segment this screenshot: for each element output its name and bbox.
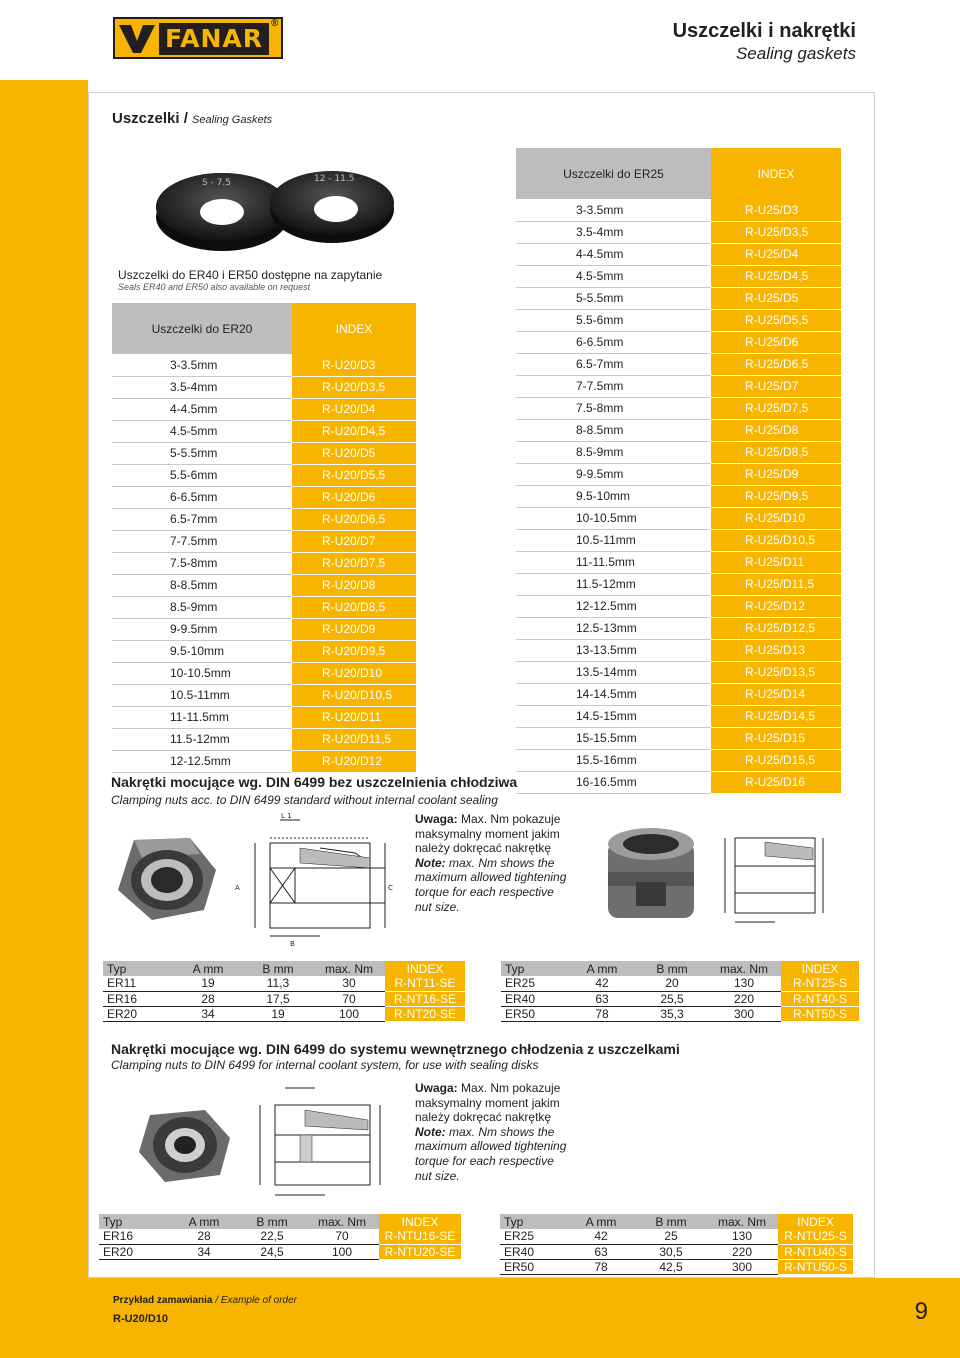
nuts1-note-en-label: Note: xyxy=(415,855,446,870)
page-number: 9 xyxy=(914,1298,928,1325)
er25-header-size: Uszczelki do ER25 xyxy=(516,148,711,199)
er25-index-cell: R-U25/D11,5 xyxy=(711,573,841,595)
drawing-label-b: B xyxy=(290,940,295,948)
er20-size-cell: 10-10.5mm xyxy=(112,662,292,684)
nuts1-left-cell: 100 xyxy=(313,1006,385,1021)
availability-note-en: Seals ER40 and ER50 also available on request xyxy=(118,282,311,292)
er25-index-cell: R-U25/D15,5 xyxy=(711,749,841,771)
er25-size-cell: 3.5-4mm xyxy=(516,221,711,243)
er25-row xyxy=(516,287,841,309)
er25-row xyxy=(516,749,841,771)
nuts1-note-pl-label: Uwaga: xyxy=(415,812,458,826)
er25-index-cell: R-U25/D13,5 xyxy=(711,661,841,683)
nuts1-left-cell: 70 xyxy=(313,991,385,1006)
nuts2-right-header-cell: A mm xyxy=(566,1214,636,1229)
section-title-en: Sealing Gaskets xyxy=(192,114,273,126)
er20-index-cell: R-U20/D7,5 xyxy=(292,552,416,574)
er25-index-cell: R-U25/D8,5 xyxy=(711,441,841,463)
er25-size-cell: 14.5-15mm xyxy=(516,705,711,727)
drawing-label-l1: L 1 xyxy=(281,812,292,820)
nut1-technical-drawing xyxy=(225,808,400,948)
nuts2-right-cell: 300 xyxy=(706,1259,778,1274)
nuts1-left-header-cell: Typ xyxy=(103,961,173,976)
nuts2-right-cell: 25 xyxy=(636,1229,706,1244)
nuts1-left-cell: 19 xyxy=(243,1006,313,1021)
er20-row xyxy=(112,596,416,618)
er20-size-cell: 8-8.5mm xyxy=(112,574,292,596)
nuts2-right-cell: ER50 xyxy=(500,1259,566,1274)
nuts1-left-header-cell: A mm xyxy=(173,961,243,976)
er25-size-cell: 15-15.5mm xyxy=(516,727,711,749)
er25-index-cell: R-U25/D4 xyxy=(711,243,841,265)
nuts2-title: Nakrętki mocujące wg. DIN 6499 do systemu wewnętrznego chłodzenia z uszczelkami xyxy=(111,1041,680,1057)
er25-index-cell: R-U25/D8 xyxy=(711,419,841,441)
nuts2-right-cell: R-NTU50-S xyxy=(778,1259,853,1274)
er20-index-cell: R-U20/D3 xyxy=(292,354,416,376)
er20-index-cell: R-U20/D8 xyxy=(292,574,416,596)
nuts1-note-pl-1: Max. Nm pokazuje xyxy=(457,812,561,826)
logo-wordmark: FANAR xyxy=(159,23,269,55)
er25-index-cell: R-U25/D6,5 xyxy=(711,353,841,375)
nuts2-right-cell: R-NTU40-S xyxy=(778,1244,853,1259)
nuts1-right-cell: ER25 xyxy=(501,976,567,991)
nuts1-right-header-cell: Typ xyxy=(501,961,567,976)
logo-v-icon xyxy=(117,23,157,55)
nuts2-note-pl-3: należy dokręcać nakrętkę xyxy=(415,1110,552,1125)
drawing-label-a: A xyxy=(235,884,240,892)
er25-row xyxy=(516,243,841,265)
er20-index-cell: R-U20/D6,5 xyxy=(292,508,416,530)
er25-index-cell: R-U25/D5 xyxy=(711,287,841,309)
er25-row xyxy=(516,661,841,683)
nuts1-left-header-row xyxy=(103,961,465,976)
er25-size-cell: 12-12.5mm xyxy=(516,595,711,617)
availability-note-pl: Uszczelki do ER40 i ER50 dostępne na zapytanie xyxy=(118,268,383,282)
er20-size-cell: 3-3.5mm xyxy=(112,354,292,376)
nuts2-left-header-cell: INDEX xyxy=(379,1214,461,1229)
order-example-code: R-U20/D10 xyxy=(113,1313,169,1325)
er20-row xyxy=(112,706,416,728)
er20-row xyxy=(112,508,416,530)
nuts2-right-cell: ER40 xyxy=(500,1244,566,1259)
nuts1-right-header-cell: max. Nm xyxy=(707,961,781,976)
nuts2-left-header-cell: Typ xyxy=(99,1214,169,1229)
nuts1-left-header-cell: INDEX xyxy=(385,961,465,976)
er20-size-cell: 3.5-4mm xyxy=(112,376,292,398)
nuts1-right-cell: 63 xyxy=(567,991,637,1006)
er20-row xyxy=(112,618,416,640)
nuts1-right-cell: 78 xyxy=(567,1006,637,1021)
er20-row xyxy=(112,662,416,684)
er25-index-cell: R-U25/D11 xyxy=(711,551,841,573)
er25-index-cell: R-U25/D15 xyxy=(711,727,841,749)
er20-size-cell: 12-12.5mm xyxy=(112,750,292,772)
er25-index-cell: R-U25/D12,5 xyxy=(711,617,841,639)
er25-row xyxy=(516,507,841,529)
nuts1-right-cell: R-NT25-S xyxy=(781,976,859,991)
nuts1-left-row xyxy=(103,976,465,991)
order-example-title-en: / Example of order xyxy=(215,1295,297,1306)
svg-text:12 - 11.5: 12 - 11.5 xyxy=(314,174,355,184)
left-accent-bar xyxy=(0,80,88,1358)
er20-row xyxy=(112,420,416,442)
er20-index-cell: R-U20/D4,5 xyxy=(292,420,416,442)
er20-index-cell: R-U20/D7 xyxy=(292,530,416,552)
er25-size-cell: 11-11.5mm xyxy=(516,551,711,573)
er25-row xyxy=(516,551,841,573)
er25-index-cell: R-U25/D7 xyxy=(711,375,841,397)
er20-size-cell: 6.5-7mm xyxy=(112,508,292,530)
er25-row xyxy=(516,485,841,507)
nuts2-right-cell: 30,5 xyxy=(636,1244,706,1259)
er20-header-index: INDEX xyxy=(292,303,416,354)
er25-row xyxy=(516,595,841,617)
nuts2-left-cell: 70 xyxy=(305,1229,379,1244)
nuts1-right-row xyxy=(501,991,859,1006)
section-title-pl: Uszczelki / xyxy=(112,110,188,127)
er25-size-cell: 7-7.5mm xyxy=(516,375,711,397)
er20-row xyxy=(112,640,416,662)
er25-index-cell: R-U25/D3 xyxy=(711,199,841,221)
er25-row xyxy=(516,397,841,419)
er20-size-cell: 9.5-10mm xyxy=(112,640,292,662)
nuts1-note-en-2: maximum allowed tightening xyxy=(415,870,567,885)
nuts1-right-row xyxy=(501,1006,859,1021)
er20-row xyxy=(112,750,416,772)
nuts1-left-row xyxy=(103,991,465,1006)
er25-size-cell: 13.5-14mm xyxy=(516,661,711,683)
er25-row xyxy=(516,639,841,661)
nuts2-right-header-cell: B mm xyxy=(636,1214,706,1229)
er25-gasket-table xyxy=(516,148,841,794)
er20-row xyxy=(112,574,416,596)
er25-row xyxy=(516,529,841,551)
er20-size-cell: 11-11.5mm xyxy=(112,706,292,728)
nuts2-note-en-label: Note: xyxy=(415,1124,446,1139)
er25-size-cell: 15.5-16mm xyxy=(516,749,711,771)
nuts2-left-cell: R-NTU20-SE xyxy=(379,1244,461,1259)
nuts1-right-header-cell: B mm xyxy=(637,961,707,976)
er20-index-cell: R-U20/D5 xyxy=(292,442,416,464)
nuts1-right-cell: 42 xyxy=(567,976,637,991)
er25-size-cell: 12.5-13mm xyxy=(516,617,711,639)
nuts2-right-row xyxy=(500,1229,853,1244)
nuts2-note-en-3: torque for each respective xyxy=(415,1153,554,1168)
er25-size-cell: 6.5-7mm xyxy=(516,353,711,375)
er20-index-cell: R-U20/D9 xyxy=(292,618,416,640)
er20-index-cell: R-U20/D4 xyxy=(292,398,416,420)
nuts1-right-header-row xyxy=(501,961,859,976)
clamping-nut-photo xyxy=(112,830,222,925)
page-title: Uszczelki i nakrętki xyxy=(672,20,856,42)
er20-row xyxy=(112,442,416,464)
nuts2-note-pl-1: Max. Nm pokazuje xyxy=(457,1081,561,1095)
er25-row xyxy=(516,727,841,749)
er25-index-cell: R-U25/D4,5 xyxy=(711,265,841,287)
er20-row xyxy=(112,376,416,398)
er20-size-cell: 8.5-9mm xyxy=(112,596,292,618)
er20-size-cell: 7.5-8mm xyxy=(112,552,292,574)
er25-size-cell: 13-13.5mm xyxy=(516,639,711,661)
er20-row xyxy=(112,684,416,706)
logo-registered-mark: ® xyxy=(271,18,279,29)
er20-size-cell: 5.5-6mm xyxy=(112,464,292,486)
er20-index-cell: R-U20/D12 xyxy=(292,750,416,772)
er20-row xyxy=(112,354,416,376)
nuts1-right-cell: ER50 xyxy=(501,1006,567,1021)
er20-size-cell: 7-7.5mm xyxy=(112,530,292,552)
nuts1-right-cell: R-NT40-S xyxy=(781,991,859,1006)
nuts1-left-cell: 19 xyxy=(173,976,243,991)
sealing-gaskets-image xyxy=(152,165,397,267)
clamping-nut-seal-photo xyxy=(135,1100,235,1190)
nuts2-left-row xyxy=(99,1244,461,1259)
nuts2-right-header-cell: Typ xyxy=(500,1214,566,1229)
nuts2-left-cell: ER16 xyxy=(99,1229,169,1244)
section-title xyxy=(112,110,272,127)
er25-row xyxy=(516,199,841,221)
nuts1-left-row xyxy=(103,1006,465,1021)
er25-row xyxy=(516,419,841,441)
nuts1-left-cell: 11,3 xyxy=(243,976,313,991)
nuts1-left-header-cell: B mm xyxy=(243,961,313,976)
nuts1-left-header-cell: max. Nm xyxy=(313,961,385,976)
er25-row xyxy=(516,441,841,463)
er20-row xyxy=(112,552,416,574)
nuts2-left-header-cell: A mm xyxy=(169,1214,239,1229)
er25-size-cell: 8-8.5mm xyxy=(516,419,711,441)
er20-size-cell: 5-5.5mm xyxy=(112,442,292,464)
er25-row xyxy=(516,705,841,727)
nut1-technical-drawing-er25 xyxy=(705,818,835,930)
er25-header-index: INDEX xyxy=(711,148,841,199)
nuts1-right-cell: 25,5 xyxy=(637,991,707,1006)
er25-index-cell: R-U25/D10,5 xyxy=(711,529,841,551)
er25-index-cell: R-U25/D10 xyxy=(711,507,841,529)
nuts1-right-cell: 130 xyxy=(707,976,781,991)
er25-index-cell: R-U25/D5,5 xyxy=(711,309,841,331)
er20-size-cell: 10.5-11mm xyxy=(112,684,292,706)
er25-index-cell: R-U25/D9 xyxy=(711,463,841,485)
er25-size-cell: 5.5-6mm xyxy=(516,309,711,331)
er20-row xyxy=(112,530,416,552)
nuts2-right-header-cell: max. Nm xyxy=(706,1214,778,1229)
er25-index-cell: R-U25/D3,5 xyxy=(711,221,841,243)
nuts2-table-right xyxy=(500,1214,853,1275)
er25-row xyxy=(516,309,841,331)
er25-row xyxy=(516,617,841,639)
nuts2-note-pl-label: Uwaga: xyxy=(415,1081,458,1095)
nuts2-note xyxy=(415,1081,566,1183)
er25-row xyxy=(516,221,841,243)
nuts2-right-cell: ER25 xyxy=(500,1229,566,1244)
er25-row xyxy=(516,771,841,793)
er25-index-cell: R-U25/D14,5 xyxy=(711,705,841,727)
nuts2-right-cell: 220 xyxy=(706,1244,778,1259)
nuts1-right-header-cell: A mm xyxy=(567,961,637,976)
er20-row xyxy=(112,464,416,486)
nuts2-right-row xyxy=(500,1244,853,1259)
order-example-title xyxy=(113,1295,297,1306)
nuts1-right-cell: 300 xyxy=(707,1006,781,1021)
nuts2-right-header-cell: INDEX xyxy=(778,1214,853,1229)
nuts1-note-en-1: max. Nm shows the xyxy=(445,855,555,870)
er20-gasket-table xyxy=(112,303,416,773)
nuts1-left-cell: ER11 xyxy=(103,976,173,991)
er20-index-cell: R-U20/D10 xyxy=(292,662,416,684)
nuts1-left-cell: 34 xyxy=(173,1006,243,1021)
nuts1-subtitle: Clamping nuts acc. to DIN 6499 standard without internal coolant sealing xyxy=(111,793,498,807)
er25-index-cell: R-U25/D7,5 xyxy=(711,397,841,419)
er25-size-cell: 6-6.5mm xyxy=(516,331,711,353)
nuts1-left-cell: 17,5 xyxy=(243,991,313,1006)
er25-row xyxy=(516,375,841,397)
er20-row xyxy=(112,728,416,750)
nuts1-note-en-4: nut size. xyxy=(415,899,460,914)
er25-size-cell: 4-4.5mm xyxy=(516,243,711,265)
er25-row xyxy=(516,265,841,287)
nuts2-left-cell: ER20 xyxy=(99,1244,169,1259)
nuts2-right-cell: 130 xyxy=(706,1229,778,1244)
nuts2-left-cell: 22,5 xyxy=(239,1229,305,1244)
nuts2-right-header-row xyxy=(500,1214,853,1229)
nuts1-note-pl-3: należy dokręcać nakrętkę xyxy=(415,841,552,856)
nuts1-right-cell: ER40 xyxy=(501,991,567,1006)
er25-index-cell: R-U25/D9,5 xyxy=(711,485,841,507)
nuts2-right-cell: 63 xyxy=(566,1244,636,1259)
er25-size-cell: 10.5-11mm xyxy=(516,529,711,551)
er20-size-cell: 4-4.5mm xyxy=(112,398,292,420)
er25-index-cell: R-U25/D14 xyxy=(711,683,841,705)
nuts1-right-cell: 20 xyxy=(637,976,707,991)
er20-index-cell: R-U20/D6 xyxy=(292,486,416,508)
nuts1-right-header-cell: INDEX xyxy=(781,961,859,976)
er25-size-cell: 8.5-9mm xyxy=(516,441,711,463)
nuts1-right-row xyxy=(501,976,859,991)
nuts2-right-cell: R-NTU25-S xyxy=(778,1229,853,1244)
er25-row xyxy=(516,573,841,595)
drawing-label-c: C xyxy=(388,884,393,892)
er25-row xyxy=(516,331,841,353)
er25-index-cell: R-U25/D13 xyxy=(711,639,841,661)
er25-index-cell: R-U25/D16 xyxy=(711,771,841,793)
nuts2-subtitle: Clamping nuts to DIN 6499 for internal coolant system, for use with sealing disks xyxy=(111,1058,539,1072)
nuts1-right-cell: 35,3 xyxy=(637,1006,707,1021)
er20-size-cell: 6-6.5mm xyxy=(112,486,292,508)
nuts2-right-cell: 78 xyxy=(566,1259,636,1274)
nuts2-note-pl-2: maksymalny moment jakim xyxy=(415,1095,560,1110)
nuts2-left-cell: 100 xyxy=(305,1244,379,1259)
nut2-technical-drawing xyxy=(240,1080,400,1205)
nuts2-note-en-4: nut size. xyxy=(415,1168,460,1183)
nuts2-left-header-cell: B mm xyxy=(239,1214,305,1229)
nuts2-left-header-row xyxy=(99,1214,461,1229)
er20-index-cell: R-U20/D5,5 xyxy=(292,464,416,486)
nuts1-note-en-3: torque for each respective xyxy=(415,884,554,899)
nuts2-left-cell: R-NTU16-SE xyxy=(379,1229,461,1244)
nuts2-left-cell: 28 xyxy=(169,1229,239,1244)
fanar-logo xyxy=(113,17,283,59)
er20-size-cell: 9-9.5mm xyxy=(112,618,292,640)
er25-index-cell: R-U25/D6 xyxy=(711,331,841,353)
nuts2-right-cell: 42,5 xyxy=(636,1259,706,1274)
svg-text:S - 7.5: S - 7.5 xyxy=(202,178,231,188)
er25-row xyxy=(516,463,841,485)
nuts2-note-en-2: maximum allowed tightening xyxy=(415,1139,567,1154)
page-subtitle: Sealing gaskets xyxy=(735,44,856,63)
nuts1-title: Nakrętki mocujące wg. DIN 6499 bez uszczelnienia chłodziwa xyxy=(111,774,518,790)
nuts2-table-left xyxy=(99,1214,461,1260)
er25-size-cell: 3-3.5mm xyxy=(516,199,711,221)
clamping-nut-photo-er25 xyxy=(596,822,706,930)
er20-header-size: Uszczelki do ER20 xyxy=(112,303,292,354)
nuts1-right-cell: 220 xyxy=(707,991,781,1006)
nuts1-left-cell: R-NT16-SE xyxy=(385,991,465,1006)
er20-index-cell: R-U20/D11,5 xyxy=(292,728,416,750)
er20-size-cell: 4.5-5mm xyxy=(112,420,292,442)
er25-size-cell: 4.5-5mm xyxy=(516,265,711,287)
nuts1-table-left xyxy=(103,961,465,1022)
er25-size-cell: 10-10.5mm xyxy=(516,507,711,529)
er20-index-cell: R-U20/D3,5 xyxy=(292,376,416,398)
er25-size-cell: 5-5.5mm xyxy=(516,287,711,309)
nuts1-note xyxy=(415,812,566,914)
er20-index-cell: R-U20/D9,5 xyxy=(292,640,416,662)
er20-index-cell: R-U20/D11 xyxy=(292,706,416,728)
nuts2-note-en-1: max. Nm shows the xyxy=(445,1124,555,1139)
nuts2-right-row xyxy=(500,1259,853,1274)
nuts1-left-cell: R-NT11-SE xyxy=(385,976,465,991)
er20-index-cell: R-U20/D8,5 xyxy=(292,596,416,618)
nuts1-left-cell: ER16 xyxy=(103,991,173,1006)
er20-row xyxy=(112,398,416,420)
nuts2-left-header-cell: max. Nm xyxy=(305,1214,379,1229)
er25-index-cell: R-U25/D12 xyxy=(711,595,841,617)
nuts1-table-right xyxy=(501,961,859,1022)
er25-size-cell: 11.5-12mm xyxy=(516,573,711,595)
er25-row xyxy=(516,353,841,375)
nuts2-right-cell: 42 xyxy=(566,1229,636,1244)
nuts2-left-row xyxy=(99,1229,461,1244)
er25-size-cell: 16-16.5mm xyxy=(516,771,711,793)
nuts2-left-cell: 34 xyxy=(169,1244,239,1259)
nuts1-left-cell: 28 xyxy=(173,991,243,1006)
er20-index-cell: R-U20/D10,5 xyxy=(292,684,416,706)
er25-size-cell: 7.5-8mm xyxy=(516,397,711,419)
er25-size-cell: 9-9.5mm xyxy=(516,463,711,485)
er25-size-cell: 14-14.5mm xyxy=(516,683,711,705)
er20-row xyxy=(112,486,416,508)
nuts1-left-cell: R-NT20-SE xyxy=(385,1006,465,1021)
nuts1-left-cell: 30 xyxy=(313,976,385,991)
er25-size-cell: 9.5-10mm xyxy=(516,485,711,507)
nuts1-note-pl-2: maksymalny moment jakim xyxy=(415,826,560,841)
er20-size-cell: 11.5-12mm xyxy=(112,728,292,750)
nuts1-left-cell: ER20 xyxy=(103,1006,173,1021)
order-example-title-pl: Przykład zamawiania xyxy=(113,1295,213,1306)
er25-row xyxy=(516,683,841,705)
nuts2-left-cell: 24,5 xyxy=(239,1244,305,1259)
nuts1-right-cell: R-NT50-S xyxy=(781,1006,859,1021)
